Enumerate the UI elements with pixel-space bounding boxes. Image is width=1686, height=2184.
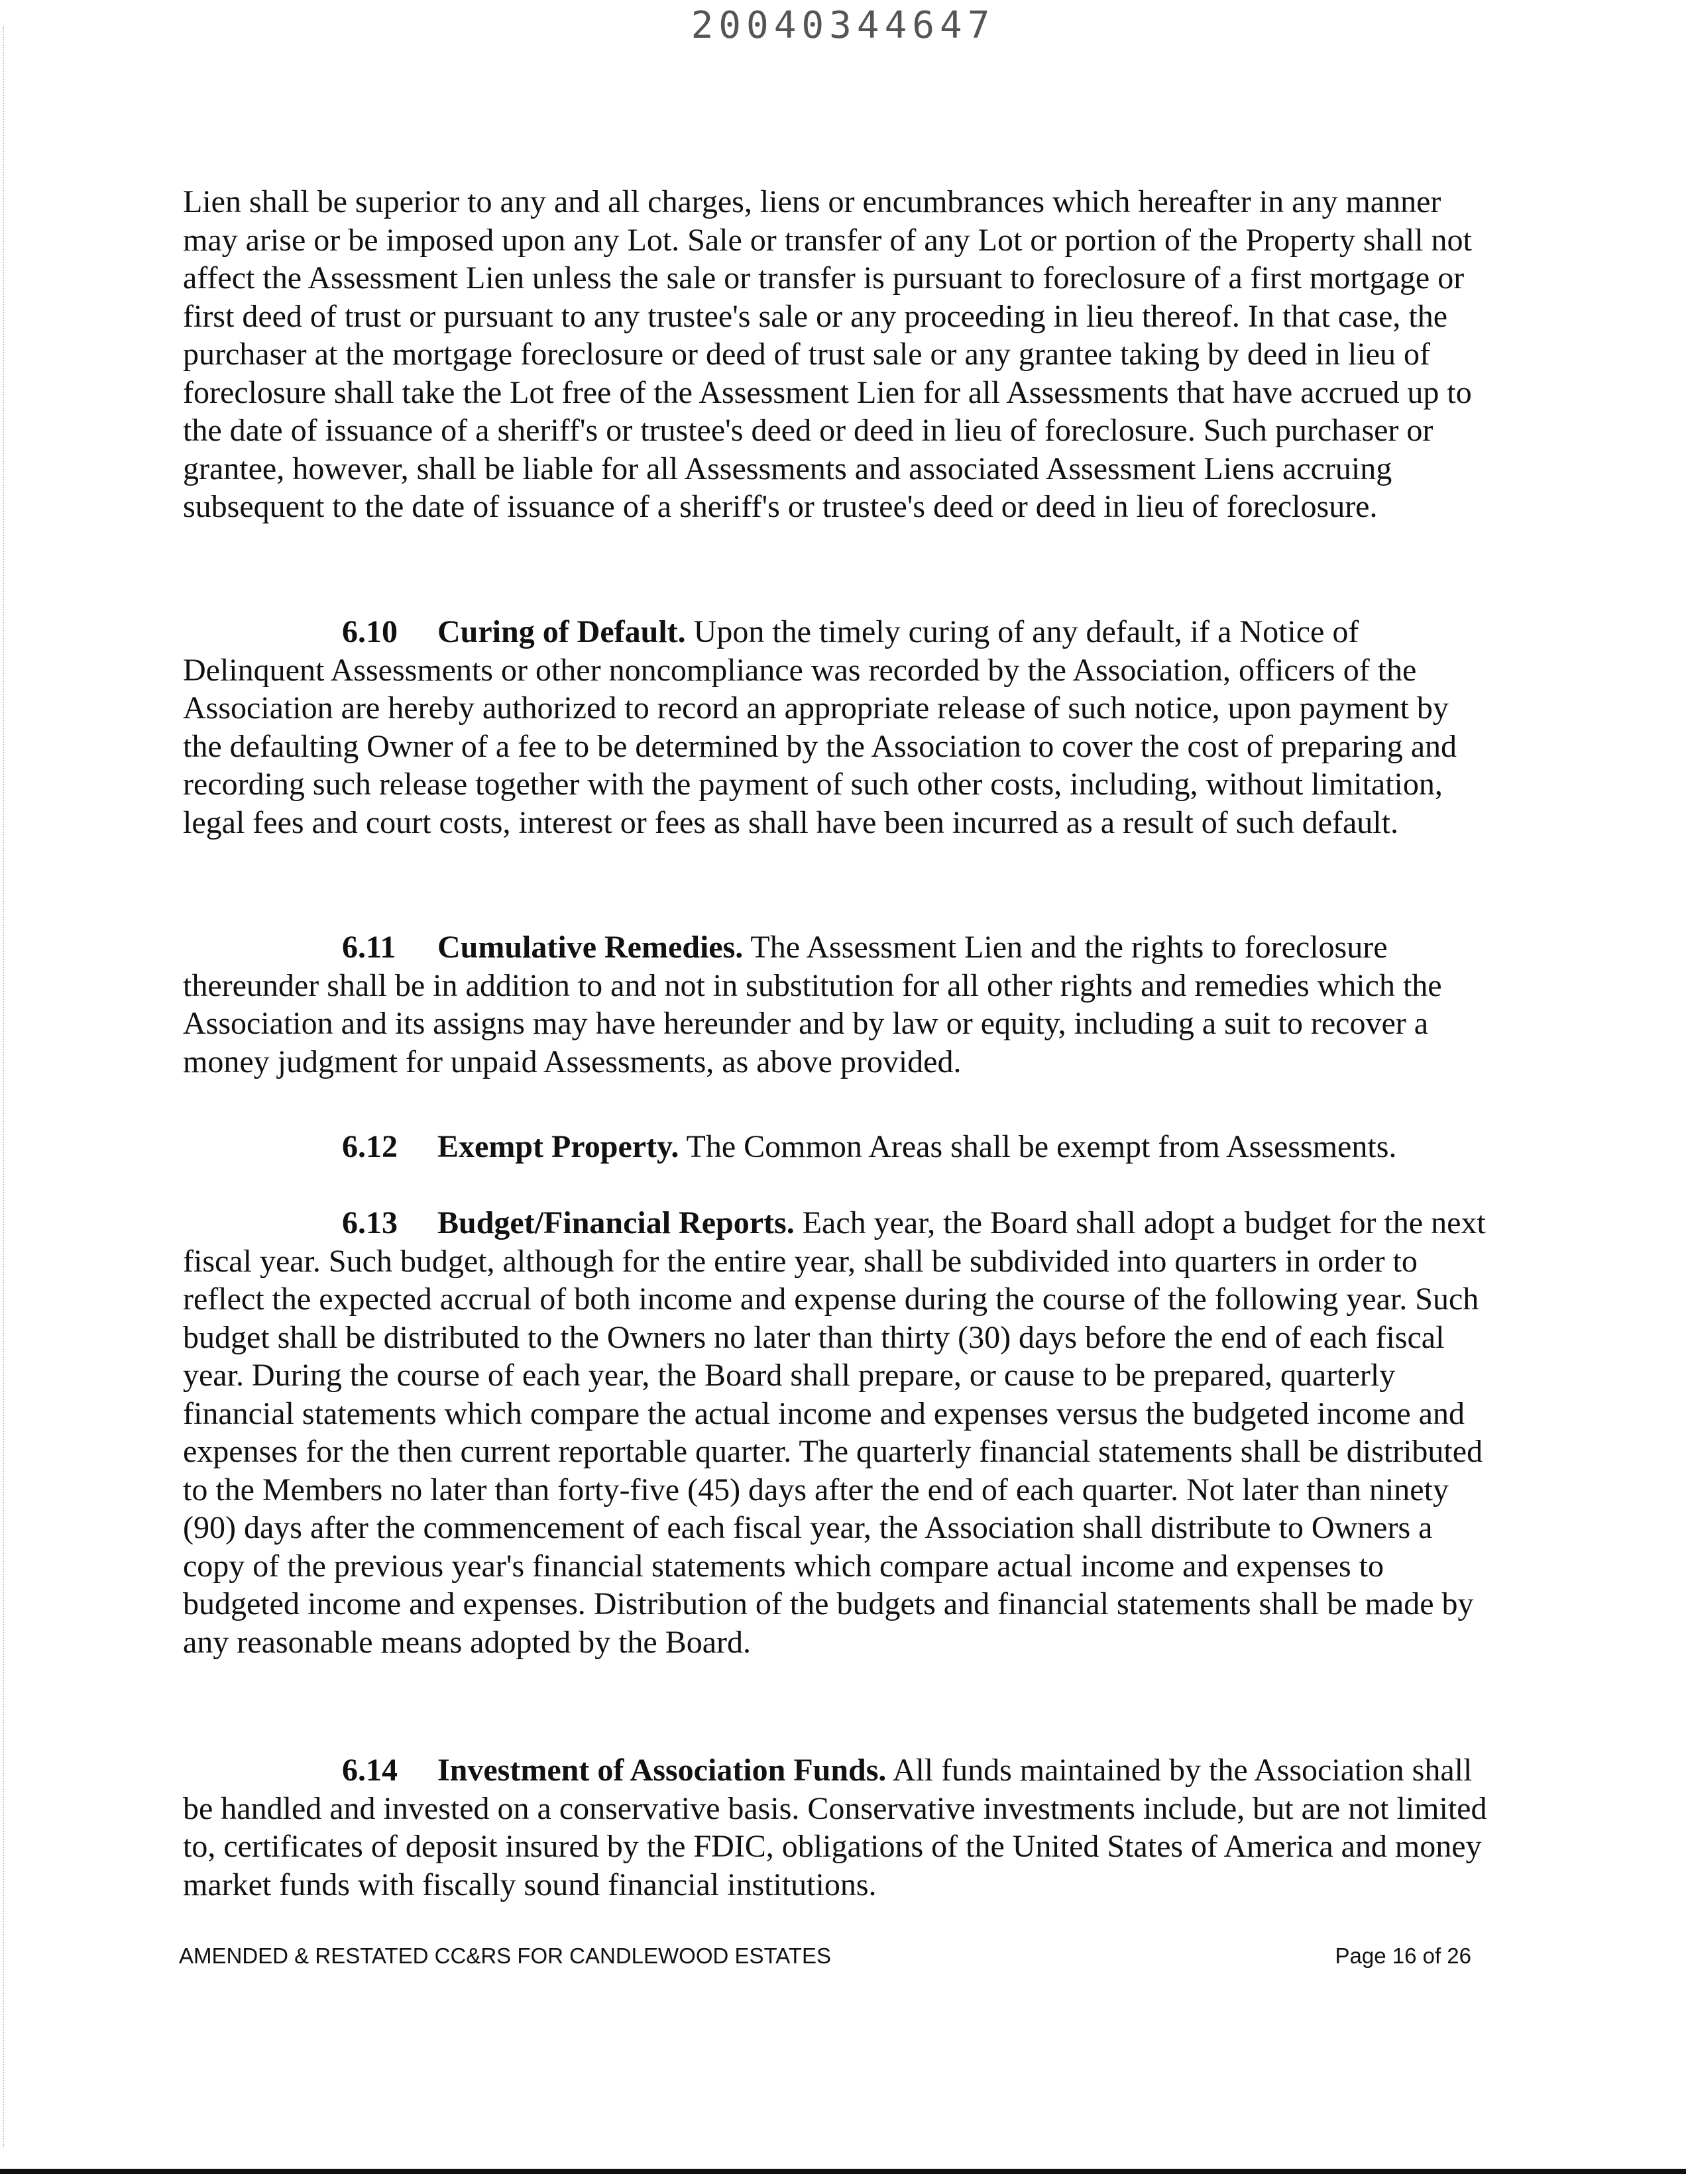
document-number: 20040344647 bbox=[691, 4, 995, 47]
section-text: The Assessment Lien and the rights to foreclosure thereunder shall be in addition to and not in substitution for all other rights and remedies which the Association and its assigns may have hereunder and by law or equity, including a suit to recover a money judgment for unpaid Assessments, as above provided. bbox=[183, 930, 1442, 1079]
section-text: Upon the timely curing of any default, if a Notice of Delinquent Assessments or other noncompliance was recorded by the Association, officers of the Association are hereby authorized to record an appropriate release of such notice, upon payment by the defaulting Owner of a fee to be determined by the Association to cover the cost of preparing and recording such release together with the payment of such other costs, including, without limitation, legal fees and court costs, interest or fees as shall have been incurred as a result of such default. bbox=[183, 614, 1457, 840]
section-text: All funds maintained by the Association shall be handled and invested on a conservative basis. Conservative investments include, but are not limited to, certificates of deposit insured by the FDIC, obligations of the United States of America and money market funds with fiscally sound financial institutions. bbox=[183, 1753, 1487, 1902]
section-title: Exempt Property. bbox=[437, 1129, 679, 1164]
section-title: Investment of Association Funds. bbox=[437, 1753, 887, 1788]
section-number: 6.13 bbox=[342, 1205, 398, 1240]
section-title: Cumulative Remedies. bbox=[437, 930, 744, 965]
section-number: 6.10 bbox=[342, 614, 398, 649]
section-number: 6.12 bbox=[342, 1129, 398, 1164]
footer-document-title: AMENDED & RESTATED CC&RS FOR CANDLEWOOD ESTATES bbox=[179, 1943, 831, 1968]
section-6-14 bbox=[183, 1751, 1495, 1904]
section-text: The Common Areas shall be exempt from Assessments. bbox=[679, 1129, 1397, 1164]
section-title: Curing of Default. bbox=[437, 614, 686, 649]
bottom-rule bbox=[0, 2169, 1686, 2174]
section-number: 6.11 bbox=[342, 930, 396, 965]
section-title: Budget/Financial Reports. bbox=[437, 1205, 795, 1240]
section-6-10 bbox=[183, 613, 1495, 842]
section-6-12 bbox=[183, 1128, 1495, 1166]
scan-edge-marks bbox=[3, 27, 5, 2147]
section-6-11 bbox=[183, 928, 1495, 1081]
section-6-13 bbox=[183, 1204, 1495, 1661]
paragraph-continuation: Lien shall be superior to any and all charges, liens or encumbrances which hereafter in any manner may arise or be imposed upon any Lot. Sale or transfer of any Lot or portion of the Property shall not affect the Assessment Lien unless the sale or transfer is pursuant to foreclosure of a first mortgage or first deed of trust or pursuant to any trustee's sale or any proceeding in lieu thereof. In that case, the purchaser at the mortgage foreclosure or deed of trust sale or any grantee taking by deed in lieu of foreclosure shall take the Lot free of the Assessment Lien for all Assessments that have accrued up to the date of issuance of a sheriff's or trustee's deed or deed in lieu of foreclosure. Such purchaser or grantee, however, shall be liable for all Assessments and associated Assessment Liens accruing subsequent to the date of issuance of a sheriff's or trustee's deed or deed in lieu of foreclosure. bbox=[183, 184, 1472, 524]
section-text: Each year, the Board shall adopt a budget for the next fiscal year. Such budget, although for the entire year, shall be subdivided into quarters in order to reflect the expected accrual of both income and expense during the course of the following year. Such budget shall be distributed to the Owners no later than thirty (30) days before the end of each fiscal year. During the course of each year, the Board shall prepare, or cause to be prepared, quarterly financial statements which compare the actual income and expenses versus the budgeted income and expenses for the then current reportable quarter. The quarterly financial statements shall be distributed to the Members no later than forty-five (45) days after the end of each quarter. Not later than ninety (90) days after the commencement of each fiscal year, the Association shall distribute to Owners a copy of the previous year's financial statements which compare actual income and expenses to budgeted income and expenses. Distribution of the budgets and financial statements shall be made by any reasonable means adopted by the Board. bbox=[183, 1205, 1486, 1660]
section-number: 6.14 bbox=[342, 1753, 398, 1788]
footer-page-number: Page 16 of 26 bbox=[1335, 1943, 1471, 1968]
